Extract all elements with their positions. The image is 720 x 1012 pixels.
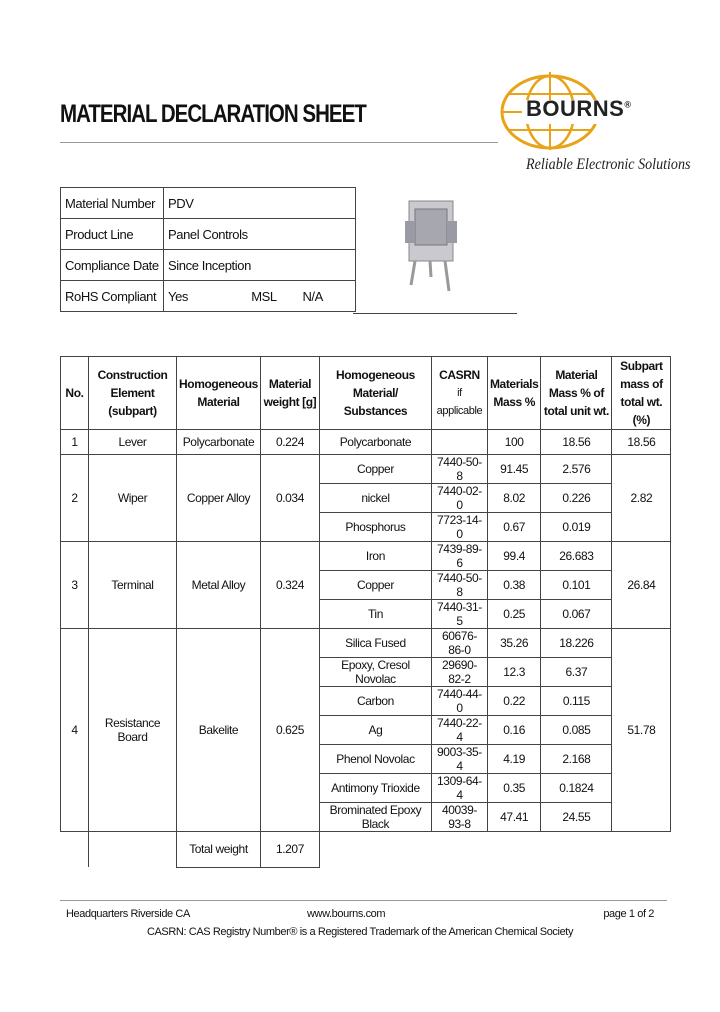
group-material: Polycarbonate [177,430,261,455]
substance-pct: 12.3 [487,657,540,686]
group-weight: 0.625 [260,628,319,831]
group-no: 2 [61,454,89,541]
header-subpart-mass: Subpart mass of total wt. (%) [612,357,671,430]
header-mass-pct: Materials Mass % [487,357,540,430]
logo-tagline: Reliable Electronic Solutions [526,156,691,173]
header-substance: Homogeneous Material/ Substances [319,357,431,430]
substance-unit: 0.019 [541,512,612,541]
substance-name: Phenol Novolac [319,744,431,773]
substance-pct: 99.4 [487,541,540,570]
substance-name: Brominated Epoxy Black [319,802,431,831]
table-row [61,430,671,455]
substance-unit: 2.168 [541,744,612,773]
substance-casrn: 40039-93-8 [431,802,487,831]
substance-unit: 0.067 [541,599,612,628]
header-mass-unit: Material Mass % of total unit wt. [541,357,612,430]
substance-name: Epoxy, Cresol Novolac [319,657,431,686]
substance-unit: 0.115 [541,686,612,715]
group-element: Terminal [89,541,177,628]
substance-pct: 0.38 [487,570,540,599]
substance-pct: 0.67 [487,512,540,541]
total-row [61,831,671,867]
substance-casrn: 7440-22-4 [431,715,487,744]
substance-pct: 4.19 [487,744,540,773]
logo-wordmark: BOURNS® [526,96,632,121]
group-element: Resistance Board [89,628,177,831]
header-casrn-label: CASRN [439,368,480,382]
substance-casrn: 7440-02-0 [431,483,487,512]
substance-unit: 18.226 [541,628,612,657]
substance-unit: 24.55 [541,802,612,831]
substance-casrn [431,430,487,455]
bourns-logo [496,68,691,178]
rohs-label: RoHS Compliant [61,281,164,312]
title-divider [60,142,498,143]
product-image-box [353,187,517,314]
substance-pct: 0.22 [487,686,540,715]
substance-pct: 8.02 [487,483,540,512]
rohs-value: Yes [168,288,189,304]
table-row [61,454,671,483]
substance-casrn: 9003-35-4 [431,744,487,773]
substance-pct: 0.25 [487,599,540,628]
material-number-label: Material Number [61,188,164,219]
substance-unit: 2.576 [541,454,612,483]
substance-name: Carbon [319,686,431,715]
group-no: 4 [61,628,89,831]
total-weight-label: Total weight [177,831,261,867]
footer-website-link[interactable]: www.bourns.com [307,908,386,920]
group-subpart: 2.82 [612,454,671,541]
table-header-row [61,357,671,430]
table-row [61,541,671,570]
header-construction: Construction Element (subpart) [89,357,177,430]
group-subpart: 18.56 [612,430,671,455]
substance-pct: 35.26 [487,628,540,657]
total-weight-value: 1.207 [260,831,319,867]
group-weight: 0.034 [260,454,319,541]
substance-pct: 0.16 [487,715,540,744]
table-row [61,628,671,657]
group-subpart: 26.84 [612,541,671,628]
substance-unit: 0.1824 [541,773,612,802]
msl-label: MSL [251,288,277,304]
group-material: Metal Alloy [177,541,261,628]
page-title: MATERIAL DECLARATION SHEET [60,100,366,128]
material-info-table [60,187,356,312]
compliance-date-value: Since Inception [164,250,356,281]
header-weight: Material weight [g] [260,357,319,430]
group-weight: 0.324 [260,541,319,628]
product-image [353,187,517,313]
substance-casrn: 7439-89-6 [431,541,487,570]
product-line-value: Panel Controls [164,219,356,250]
header-homogeneous: Homogeneous Material [177,357,261,430]
substance-name: Polycarbonate [319,430,431,455]
substance-unit: 18.56 [541,430,612,455]
substance-name: Silica Fused [319,628,431,657]
group-no: 3 [61,541,89,628]
substance-casrn: 7440-44-0 [431,686,487,715]
group-no: 1 [61,430,89,455]
header-casrn-sub: if applicable [436,387,483,417]
substance-pct: 100 [487,430,540,455]
material-number-value: PDV [164,188,356,219]
substance-unit: 0.101 [541,570,612,599]
substance-name: Iron [319,541,431,570]
footer-page-number: page 1 of 2 [603,908,654,920]
substance-name: Tin [319,599,431,628]
group-material: Bakelite [177,628,261,831]
material-composition-table [60,356,671,868]
substance-casrn: 7440-50-8 [431,570,487,599]
footer-casrn-note: CASRN: CAS Registry Number® is a Registered Trademark of the American Chemical Society [146,926,574,938]
substance-casrn: 1309-64-4 [431,773,487,802]
footer-headquarters: Headquarters Riverside CA [66,908,190,920]
group-subpart: 51.78 [612,628,671,831]
substance-unit: 0.226 [541,483,612,512]
msl-value: N/A [302,288,323,304]
compliance-date-label: Compliance Date [61,250,164,281]
substance-casrn: 7440-31-5 [431,599,487,628]
group-element: Lever [89,430,177,455]
substance-pct: 47.41 [487,802,540,831]
substance-name: Antimony Trioxide [319,773,431,802]
rohs-msl-cell [164,281,356,312]
substance-unit: 0.085 [541,715,612,744]
substance-unit: 26.683 [541,541,612,570]
group-material: Copper Alloy [177,454,261,541]
substance-pct: 0.35 [487,773,540,802]
group-weight: 0.224 [260,430,319,455]
substance-casrn: 7723-14-0 [431,512,487,541]
header-no: No. [61,357,89,430]
substance-casrn: 7440-50-8 [431,454,487,483]
footer-divider [60,900,667,901]
group-element: Wiper [89,454,177,541]
substance-name: nickel [319,483,431,512]
substance-name: Ag [319,715,431,744]
substance-casrn: 60676-86-0 [431,628,487,657]
header-casrn [431,357,487,430]
substance-casrn: 29690-82-2 [431,657,487,686]
substance-pct: 91.45 [487,454,540,483]
substance-name: Copper [319,570,431,599]
substance-name: Phosphorus [319,512,431,541]
product-line-label: Product Line [61,219,164,250]
substance-unit: 6.37 [541,657,612,686]
substance-name: Copper [319,454,431,483]
